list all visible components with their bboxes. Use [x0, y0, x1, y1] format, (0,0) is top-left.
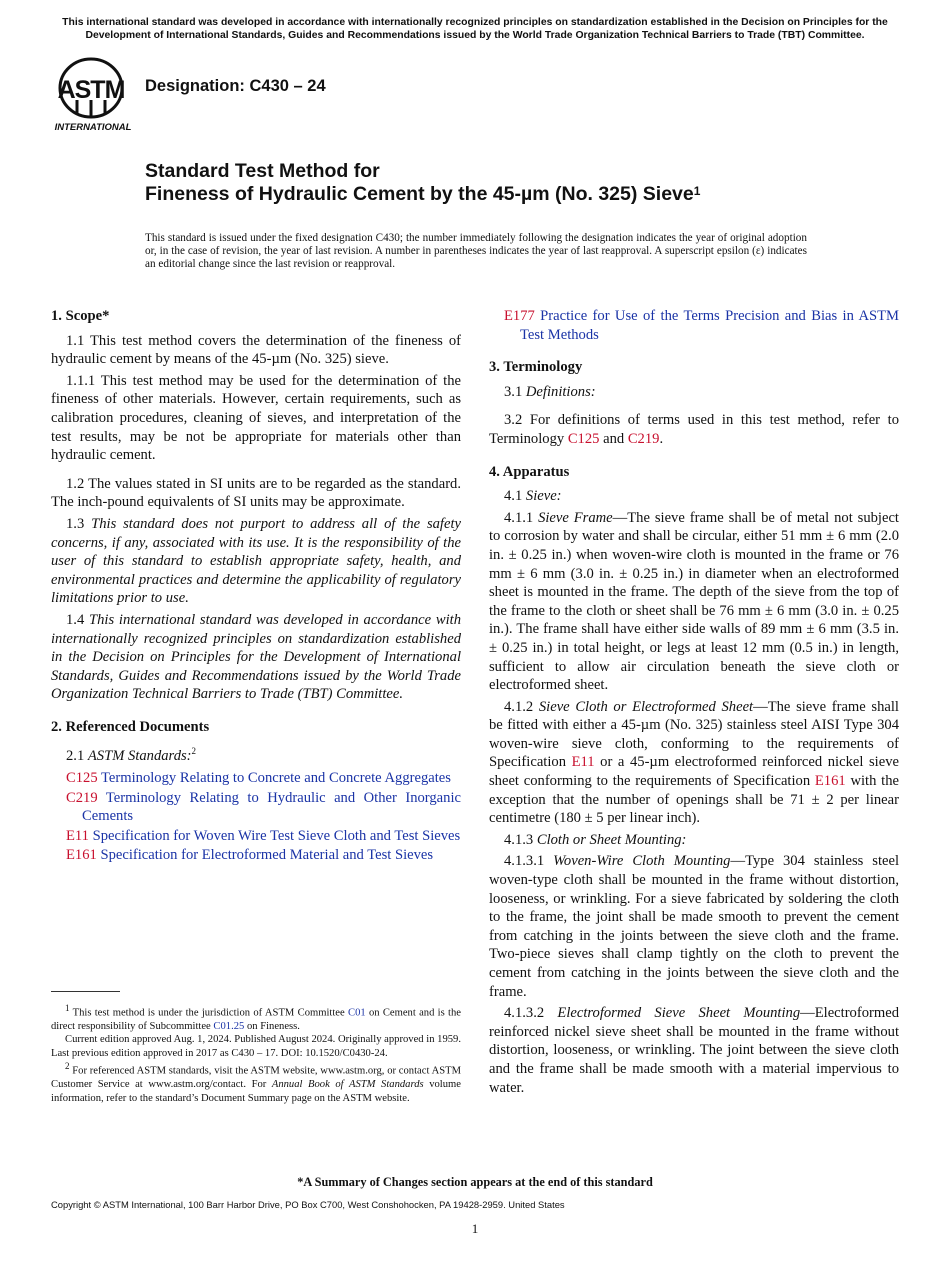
title-footnote-mark: 1 — [693, 184, 701, 198]
designation: Designation: C430 – 24 — [145, 77, 326, 95]
para-4-1-2: 4.1.2 Sieve Cloth or Electroformed Sheet—The sieve frame shall be fitted with either a 45-µm (No. 325) stainless steel AISI Type 304 woven-wire sieve cloth, conforming to the requirements of Specification E11 or a 45-µm electroformed reinforced nickel sieve sheet conforming to the requirements of Specification E161 with the exception that the number of openings shall be 71 ± 2 per linear centimetre (180 ± 5 per linear inch). — [489, 698, 899, 827]
para-1-1-1: 1.1.1 This test method may be used for the determination of the fineness of other materials. However, certain requirements, such as calibration procedures, cleaning of sieves, and interpretation of the test results, may be not be appropriate for materials other than hydraulic cement. — [51, 372, 461, 464]
page-number: 1 — [471, 1221, 479, 1236]
section-terminology-heading: 3. Terminology — [489, 359, 583, 376]
para-2-1: 2.1 ASTM Standards:$^2$ — [66, 746, 197, 765]
para-3-2: 3.2 For definitions of terms used in this test method, refer to Terminology C125 and C219. — [489, 412, 899, 447]
para-3-1: 3.1 Definitions: — [504, 383, 596, 400]
link-c01[interactable]: C01 — [348, 1007, 366, 1019]
para-1-3: 1.3 This standard does not purport to address all of the safety concerns, if any, associated with its use. It is the responsibility of the user of this standard to establish appropriate safety, health, and environmental practices and determine the applicability of regulatory limitations prior to use. — [51, 515, 461, 607]
para-4-1: 4.1 Sieve: — [504, 488, 562, 505]
para-4-1-3-1: 4.1.3.1 Woven-Wire Cloth Mounting—Type 304 stainless steel woven-type cloth shall be mounted in the frame without distortion, looseness, or wrinkling. For a sieve fabricated by soldering the cloth to the frame, the joint shall be made smooth to prevent the cement from catching in the joints between the sieve cloth and the frame. Two-piece sieves shall clamp tightly on the cloth to prevent the cement from catching in the joints between the sieve cloth and the frame. — [489, 853, 900, 1000]
link-e161[interactable]: E161 — [814, 773, 846, 790]
para-1-2: 1.2 The values stated in SI units are to be regarded as the standard. The inch-pound equivalents of SI units may be approximate. — [51, 475, 461, 511]
section-refdocs-heading: 2. Referenced Documents — [51, 718, 210, 735]
document-title — [145, 160, 905, 206]
para-1-4: 1.4 This international standard was developed in accordance with internationally recognized principles on standardization established in the Decision on Principles for the Development of International Standards, Guides and Recommendations issued by the World Trade Organization Technical Barriers to Trade (TBT) Committee. — [51, 611, 462, 703]
copyright: Copyright © ASTM International, 100 Barr Harbor Drive, PO Box C700, West Conshohocken, PA 19428-2959. United States — [51, 1199, 565, 1210]
summary-of-changes-note: *A Summary of Changes section appears at the end of this standard — [297, 1175, 653, 1189]
logo-international: INTERNATIONAL — [54, 122, 132, 133]
issuance-note: This standard is issued under the fixed designation C430; the number immediately following the designation indicates the year of original adoption or, in the case of revision, the year of last revision. A number in parentheses indicates the year of last reapproval. A superscript epsilon (ε) indicates an editorial change since the last revision or reapproval. — [145, 232, 807, 271]
tbt-notice: This international standard was developed in accordance with internationally recognized principles on standardization established in the Decision on Principles for the Development of International Standards, Guides and Recommendations issued by the World Trade Organization Technical Barriers to Trade (TBT) Committee. — [62, 17, 888, 41]
ref-e161[interactable]: E161 Specification for Electroformed Material and Test Sieves — [66, 847, 434, 864]
title-line-2: Fineness of Hydraulic Cement by the 45-µm (No. 325) Sieve$^1$ — [145, 183, 701, 205]
footnote-2: $^2$ For referenced ASTM standards, visit the ASTM website, www.astm.org, or contact ASTM Customer Service at www.astm.org/contact. For Annual Book of ASTM Standards volume information, refer to the standard’s Document Summary page on the ASTM website. — [51, 1061, 461, 1104]
title-line-1: Standard Test Method for — [145, 160, 380, 182]
ref-e177[interactable]: E177 Practice for Use of the Terms Precision and Bias in ASTM Test Methods — [504, 308, 899, 343]
para-4-1-1: 4.1.1 Sieve Frame—The sieve frame shall be of metal not subject to corrosion by water and shall be circular, either 51 mm ± 6 mm (2.0 in. ± 0.25 in.) when woven-wire cloth is mounted in the frame or 76 mm ± 6 mm (3.0 in. ± 0.25 in.) in diameter when an electroformed sheet is mounted in the frame. The depth of the sieve from the top of the frame to the cloth or sheet shall be 76 mm ± 6 mm (3.0 in. ± 0.25 in.). The frame shall have either side walls of 89 mm ± 6 mm (3.5 in. ± 0.25 in.) in total height, or legs at least 12 mm (0.5 in.) in length, sufficient to allow air circulation beneath the sieve cloth or electroformed sheet. — [489, 509, 899, 694]
para-4-1-3: 4.1.3 Cloth or Sheet Mounting: — [504, 831, 687, 848]
section-apparatus-heading: 4. Apparatus — [489, 463, 570, 480]
link-e11[interactable]: E11 — [571, 754, 595, 771]
ref-c219[interactable]: C219 Terminology Relating to Hydraulic and Other Inorganic Cements — [66, 789, 461, 825]
section-scope-heading: 1. Scope* — [51, 308, 110, 324]
para-4-1-3-2: 4.1.3.2 Electroformed Sieve Sheet Mounting—Electroformed reinforced nickel sieve sheet shall be mounted in the frame without distortion, looseness, or wrinkling. The joint between the sieve cloth and the frame shall be made smooth with a material impervious to water. — [489, 1005, 899, 1096]
footnote-edition: Current edition approved Aug. 1, 2024. Published August 2024. Originally approved in 1959. Last previous edition approved in 2017 as C430 – 17. DOI: 10.1520/C0430-24. — [51, 1034, 461, 1059]
ref-c125[interactable]: C125 Terminology Relating to Concrete and Concrete Aggregates — [66, 769, 451, 786]
right-column — [489, 307, 899, 1100]
logo-letters: ASTM — [57, 76, 125, 104]
footnote-1: $^1$ This test method is under the jurisdiction of ASTM Committee C01 on Cement and is the direct responsibility of Subcommittee C01.25 on Fineness. — [51, 1003, 461, 1032]
footnotes — [51, 1002, 461, 1105]
ref-e11[interactable]: E11 Specification for Woven Wire Test Sieve Cloth and Test Sieves — [66, 827, 461, 844]
footnote-rule — [51, 991, 120, 992]
astm-logo — [53, 56, 135, 134]
astm-logo-mark — [53, 56, 135, 134]
link-c125[interactable]: C125 — [567, 430, 600, 447]
link-c0125[interactable]: C01.25 — [213, 1020, 245, 1032]
left-column — [51, 307, 461, 866]
para-1-1: 1.1 This test method covers the determination of the fineness of hydraulic cement by means of the 45-µm (No. 325) sieve. — [51, 332, 461, 368]
link-c219[interactable]: C219 — [627, 430, 660, 447]
